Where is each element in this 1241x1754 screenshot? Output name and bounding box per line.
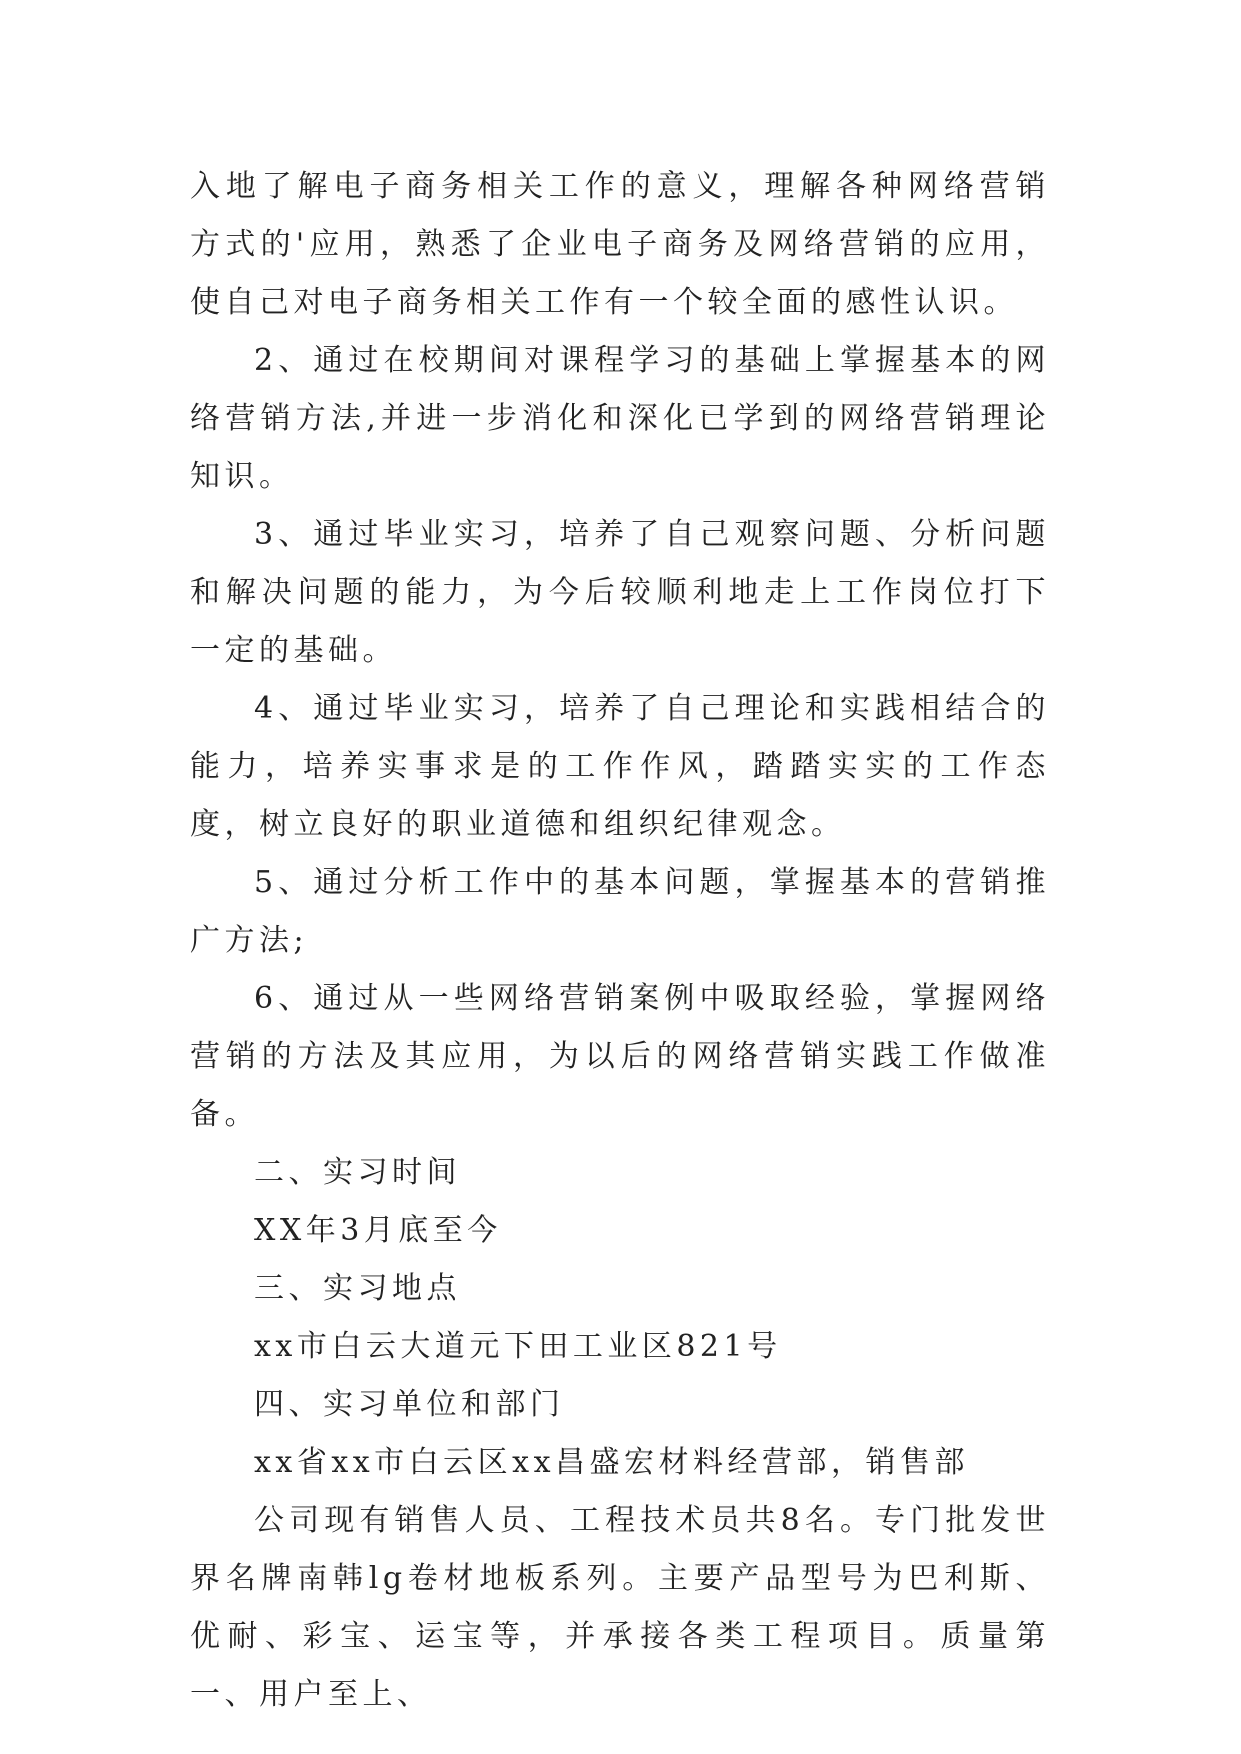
paragraph-continuation: 入地了解电子商务相关工作的意义，理解各种网络营销方式的'应用，熟悉了企业电子商务及网络营销的应用，使自己对电子商务相关工作有一个较全面的感性认识。 — [190, 169, 1050, 320]
internship-location-value: xx市白云大道元下田工业区821号 — [254, 1329, 782, 1364]
section-heading-internship-location: 三、实习地点 — [254, 1271, 461, 1306]
paragraph-item-2: 2、通过在校期间对课程学习的基础上掌握基本的网络营销方法,并进一步消化和深化已学到的网络营销理论知识。 — [190, 343, 1050, 494]
paragraph-item-4: 4、通过毕业实习，培养了自己理论和实践相结合的能力，培养实事求是的工作作风，踏踏实实的工作态度，树立良好的职业道德和组织纪律观念。 — [190, 691, 1050, 842]
document-body — [190, 158, 1050, 1724]
paragraph-item-3: 3、通过毕业实习，培养了自己观察问题、分析问题和解决问题的能力，为今后较顺利地走上工作岗位打下一定的基础。 — [190, 517, 1050, 668]
paragraph-item-6: 6、通过从一些网络营销案例中吸取经验，掌握网络营销的方法及其应用，为以后的网络营销实践工作做准备。 — [190, 981, 1050, 1132]
internship-unit-value: xx省xx市白云区xx昌盛宏材料经营部，销售部 — [254, 1445, 970, 1480]
paragraph-item-5: 5、通过分析工作中的基本问题，掌握基本的营销推广方法; — [190, 865, 1050, 958]
section-heading-internship-unit: 四、实习单位和部门 — [254, 1387, 565, 1422]
paragraph-company-description: 公司现有销售人员、工程技术员共8名。专门批发世界名牌南韩lg卷材地板系列。主要产品型号为巴利斯、优耐、彩宝、运宝等，并承接各类工程项目。质量第一、用户至上、 — [190, 1503, 1050, 1712]
internship-time-value: XX年3月底至今 — [254, 1213, 502, 1248]
section-heading-internship-time: 二、实习时间 — [254, 1155, 461, 1190]
